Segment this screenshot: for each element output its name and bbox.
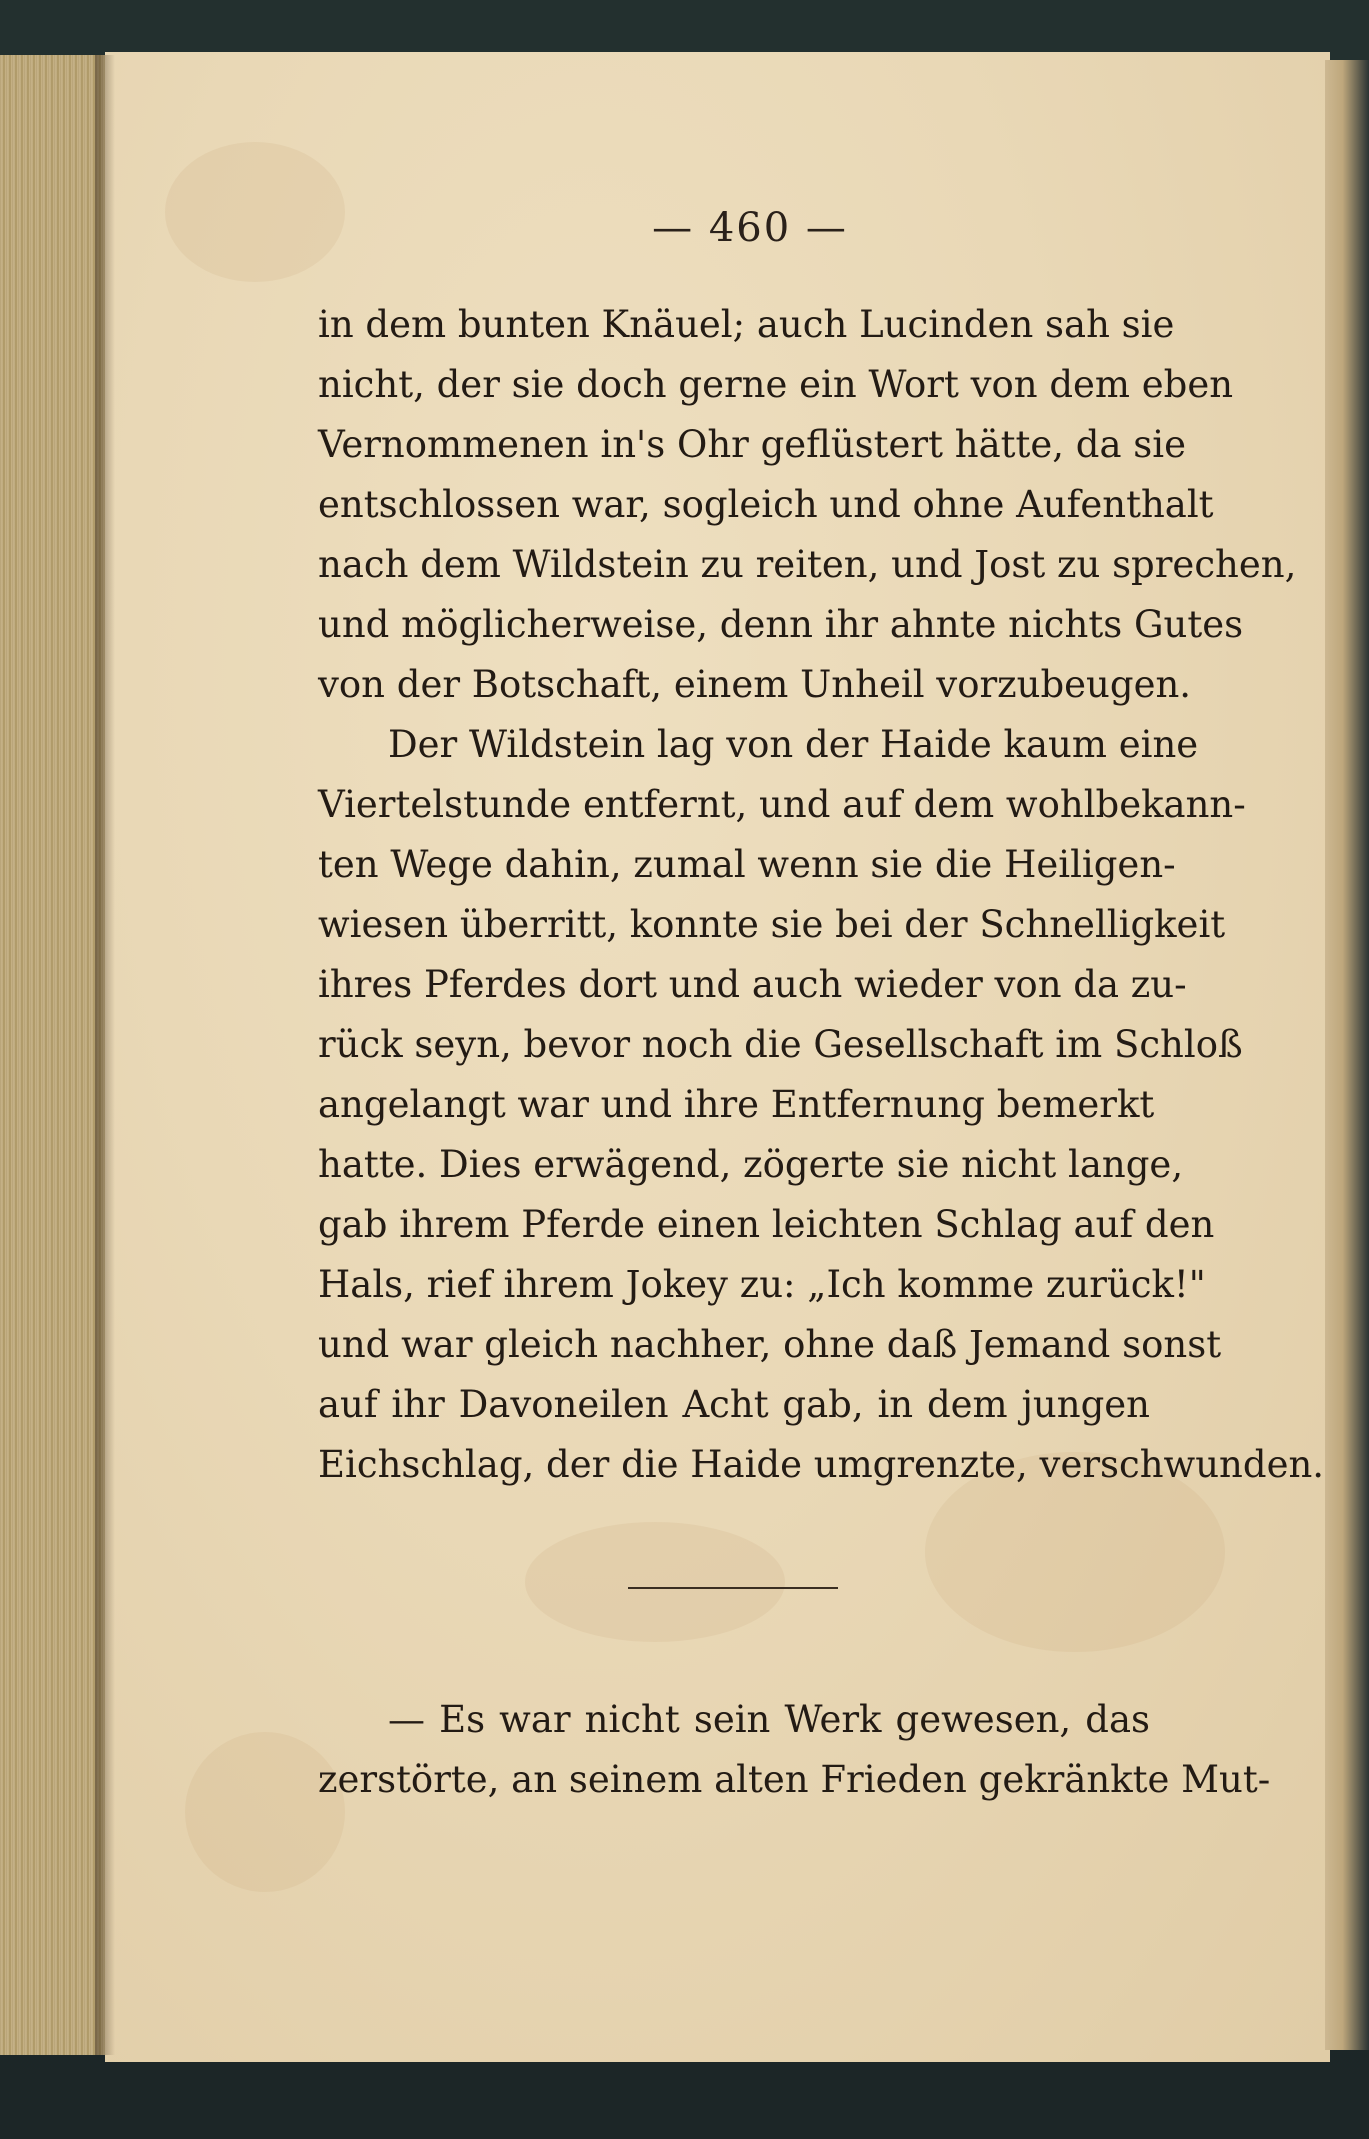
section-separator	[628, 1587, 838, 1589]
text-line: hatte. Dies erwägend, zögerte sie nicht lange,	[318, 1143, 1184, 1186]
text-line: und möglicherweise, denn ihr ahnte nichts Gutes	[318, 603, 1244, 646]
text-line: von der Botschaft, einem Unheil vorzubeugen.	[318, 663, 1192, 706]
text-line: gab ihrem Pferde einen leichten Schlag auf den	[318, 1203, 1215, 1246]
paper-stain	[525, 1522, 785, 1642]
paper-stain	[165, 142, 345, 282]
text-line: Der Wildstein lag von der Haide kaum eine	[388, 723, 1199, 766]
text-line: Vernommenen in's Ohr geflüstert hätte, da sie	[318, 423, 1187, 466]
text-line: in dem bunten Knäuel; auch Lucinden sah sie	[318, 303, 1175, 346]
spine-shadow	[95, 55, 115, 2055]
book-page-edges	[0, 55, 108, 2055]
text-line: ten Wege dahin, zumal wenn sie die Heiligen-	[318, 843, 1176, 886]
text-line: — Es war nicht sein Werk gewesen, das	[388, 1698, 1150, 1741]
text-line: angelangt war und ihre Entfernung bemerkt	[318, 1083, 1155, 1126]
text-line: entschlossen war, sogleich und ohne Aufenthalt	[318, 483, 1214, 526]
text-line: ihres Pferdes dort und auch wieder von da zu-	[318, 963, 1187, 1006]
text-line: rück seyn, bevor noch die Gesellschaft im Schloß	[318, 1023, 1243, 1066]
text-line: Viertelstunde entfernt, und auf dem wohlbekann-	[318, 783, 1246, 826]
text-line: Hals, rief ihrem Jokey zu: „Ich komme zurück!"	[318, 1263, 1206, 1306]
page-right-edge	[1325, 60, 1369, 2050]
text-line: Eichschlag, der die Haide umgrenzte, verschwunden.	[318, 1443, 1325, 1486]
text-line: zerstörte, an seinem alten Frieden gekränkte Mut-	[318, 1758, 1271, 1801]
text-line: und war gleich nachher, ohne daß Jemand sonst	[318, 1323, 1222, 1366]
text-line: nach dem Wildstein zu reiten, und Jost zu sprechen,	[318, 543, 1297, 586]
page-number: — 460 —	[652, 205, 848, 251]
next-section-text	[318, 1690, 1271, 1810]
main-text	[318, 295, 1325, 1495]
text-line: nicht, der sie doch gerne ein Wort von dem eben	[318, 363, 1234, 406]
text-line: wiesen überritt, konnte sie bei der Schnelligkeit	[318, 903, 1226, 946]
text-line: auf ihr Davoneilen Acht gab, in dem jungen	[318, 1383, 1150, 1426]
